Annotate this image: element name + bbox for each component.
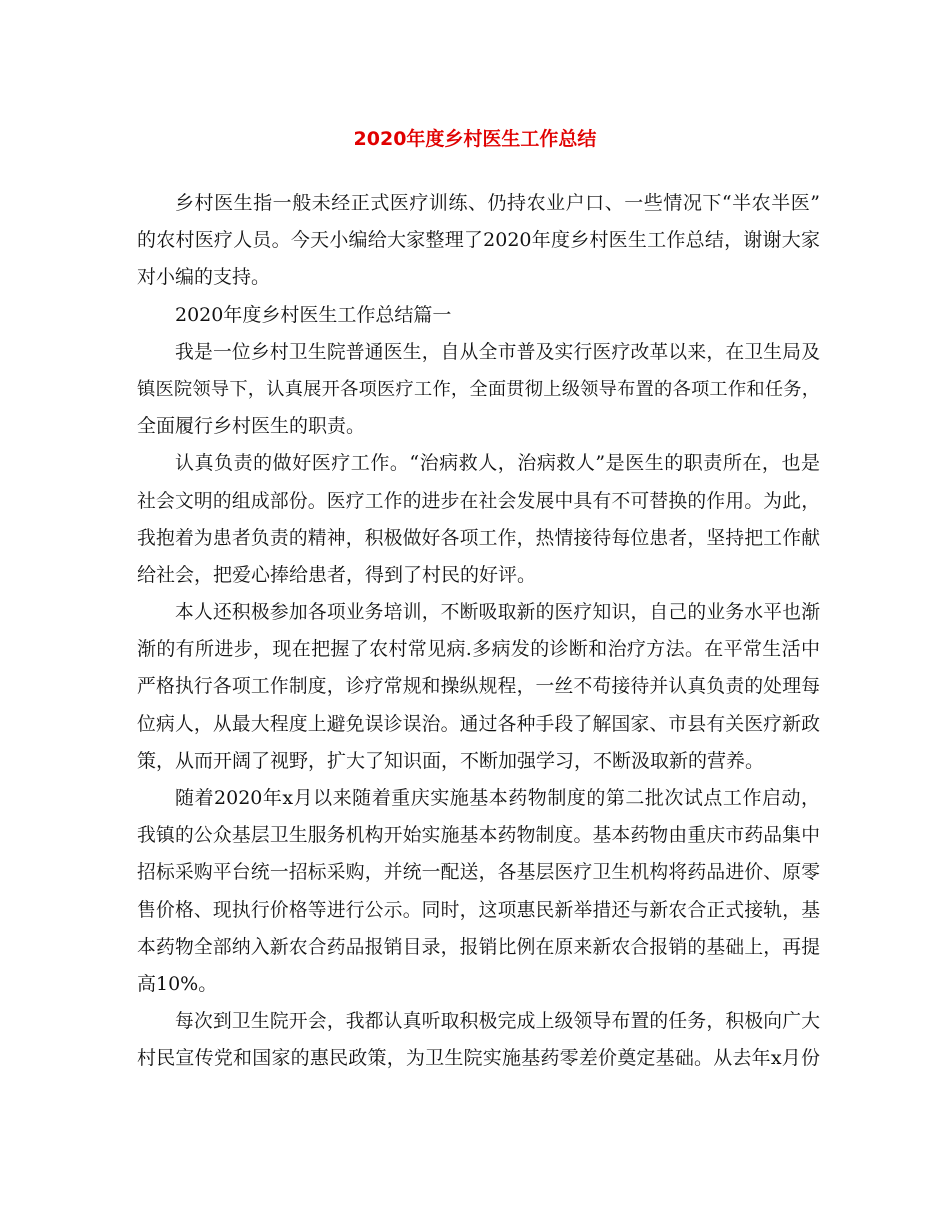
document-title: 2020年度乡村医生工作总结 <box>353 128 597 150</box>
text-line: 售价格、现执行价格等进行公示。同时，这项惠民新举措还与新农合正式接轨，基 <box>137 899 820 921</box>
text-line: 策，从而开阔了视野，扩大了知识面，不断加强学习，不断汲取新的营养。 <box>137 749 765 772</box>
document-body <box>137 185 820 1078</box>
text-line: 2020年度乡村医生工作总结篇一 <box>175 303 452 326</box>
text-line: 的农村医疗人员。今天小编给大家整理了2020年度乡村医生工作总结，谢谢大家 <box>137 229 820 252</box>
text-line: 本药物全部纳入新农合药品报销目录，报销比例在原来新农合报销的基础上，再提 <box>137 936 820 958</box>
text-line: 给社会，把爱心捧给患者，得到了村民的好评。 <box>137 563 537 586</box>
text-line: 乡村医生指一般未经正式医疗训练、仍持农业户口、一些情况下“半农半医” <box>175 192 820 214</box>
text-line: 位病人，从最大程度上避免误诊误治。通过各种手段了解国家、市县有关医疗新政 <box>137 713 820 735</box>
text-line: 随着2020年x月以来随着重庆实施基本药物制度的第二批次试点工作启动， <box>175 787 820 809</box>
text-line: 高10%。 <box>137 972 218 995</box>
text-line: 我是一位乡村卫生院普通医生，自从全市普及实行医疗改革以来，在卫生局及 <box>175 341 820 363</box>
text-line: 招标采购平台统一招标采购，并统一配送，各基层医疗卫生机构将药品进价、原零 <box>137 862 820 884</box>
text-line: 每次到卫生院开会，我都认真听取积极完成上级领导布置的任务，积极向广大 <box>175 1011 820 1033</box>
text-line: 全面履行乡村医生的职责。 <box>137 415 366 438</box>
text-line: 本人还积极参加各项业务培训，不断吸取新的医疗知识，自己的业务水平也渐 <box>175 602 820 624</box>
text-line: 渐的有所进步，现在把握了农村常见病.多病发的诊断和治疗方法。在平常生活中 <box>137 638 820 661</box>
text-line: 我抱着为患者负责的精神，积极做好各项工作，热情接待每位患者，坚持把工作献 <box>137 527 820 549</box>
text-line: 村民宣传党和国家的惠民政策，为卫生院实施基药零差价奠定基础。从去年x月份 <box>137 1047 820 1070</box>
text-line: 镇医院领导下，认真展开各项医疗工作，全面贯彻上级领导布置的各项工作和任务， <box>137 378 820 400</box>
text-line: 我镇的公众基层卫生服务机构开始实施基本药物制度。基本药物由重庆市药品集中 <box>137 825 820 847</box>
text-line: 严格执行各项工作制度，诊疗常规和操纵规程，一丝不苟接待并认真负责的处理每 <box>137 676 820 698</box>
text-line: 社会文明的组成部份。医疗工作的进步在社会发展中具有不可替换的作用。为此， <box>137 490 820 512</box>
text-line: 认真负责的做好医疗工作。“治病救人，治病救人”是医生的职责所在，也是 <box>175 452 820 475</box>
text-line: 对小编的支持。 <box>137 266 271 289</box>
